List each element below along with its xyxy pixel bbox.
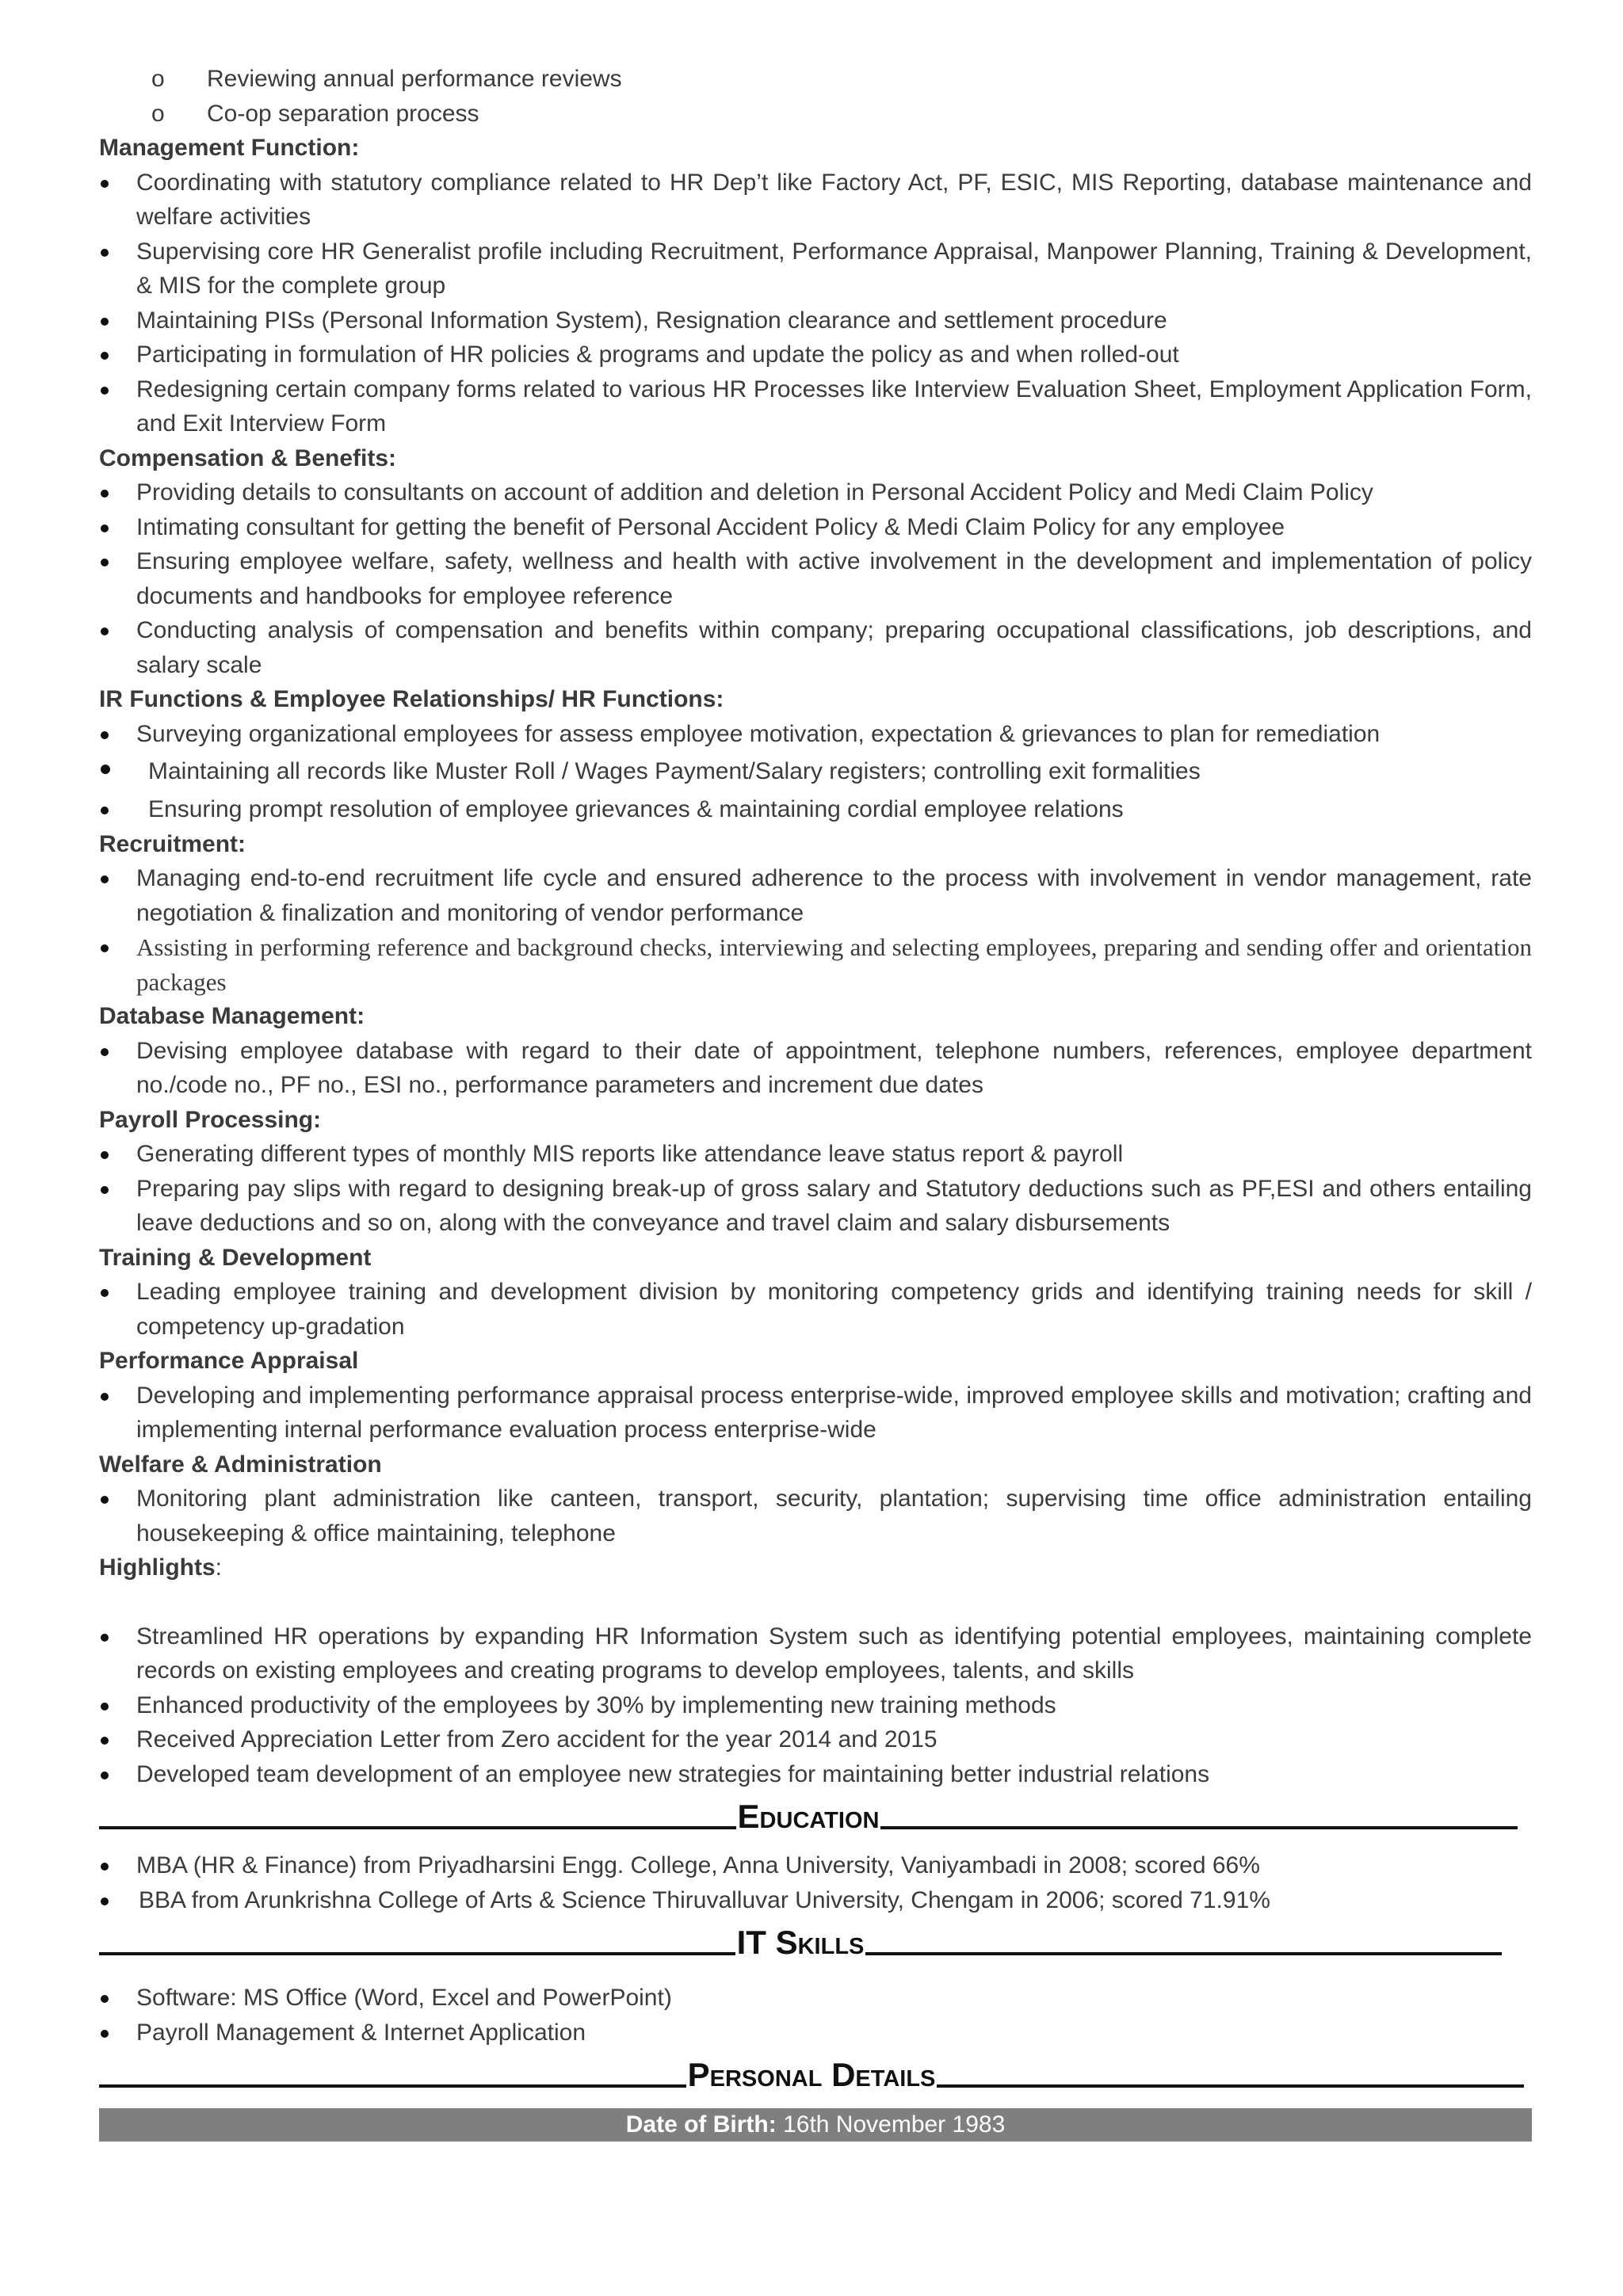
it-skills-list (99, 1981, 1532, 2050)
section-header-education (99, 1798, 1518, 1836)
sub-item-text: Reviewing annual performance reviews (207, 66, 622, 92)
dob-value: 16th November 1983 (776, 2111, 1006, 2138)
list-item: Software: MS Office (Word, Excel and PowerPoint) (99, 1981, 1532, 2016)
list-item: Devising employee database with regard to their date of appointment, telephone numbers, references, employee department no./code no., PF no., ESI no., performance parameters and increment due dates (99, 1034, 1532, 1103)
divider (880, 1818, 1518, 1829)
divider (99, 1818, 736, 1829)
list-item: Participating in formulation of HR policies & programs and update the policy as and when rolled-out (99, 338, 1532, 372)
date-of-birth-bar (99, 2108, 1532, 2142)
recruitment-list (99, 861, 1532, 999)
training-list (99, 1275, 1532, 1344)
list-item: Preparing pay slips with regard to designing break-up of gross salary and Statutory deductions such as PF,ESI and others entailing leave deductions and so on, along with the conveyance and travel claim and salary disbursements (99, 1172, 1532, 1241)
welfare-list (99, 1482, 1532, 1550)
section-heading-management: Management Function: (99, 135, 360, 161)
divider (937, 2077, 1524, 2088)
circle-bullet-icon: o (151, 100, 165, 127)
payroll-list (99, 1137, 1532, 1241)
list-item: Developing and implementing performance appraisal process enterprise-wide, improved employee skills and motivation; crafting and implementing internal performance evaluation process enterprise-wide (99, 1379, 1532, 1447)
sub-item (151, 62, 1532, 97)
list-item: Enhanced productivity of the employees by 30% by implementing new training methods (99, 1688, 1532, 1723)
section-heading-recruitment: Recruitment: (99, 830, 246, 857)
education-list (99, 1848, 1532, 1917)
section-heading-training: Training & Development (99, 1244, 372, 1271)
spacer (99, 1585, 1532, 1619)
list-item: Received Appreciation Letter from Zero accident for the year 2014 and 2015 (99, 1722, 1532, 1757)
sub-item-text: Co-op separation process (207, 100, 479, 127)
list-item: Conducting analysis of compensation and benefits within company; preparing occupational classifications, job descriptions, and salary scale (99, 613, 1532, 682)
section-title-personal-details: Personal Details (687, 2056, 936, 2093)
list-item: Providing details to consultants on account of addition and deletion in Personal Accident Policy and Medi Claim Policy (99, 475, 1532, 510)
dob-label: Date of Birth: (625, 2111, 777, 2138)
list-item: Leading employee training and development division by monitoring competency grids and identifying training needs for skill / competency up-gradation (99, 1275, 1532, 1344)
list-item: Generating different types of monthly MIS reports like attendance leave status report & payroll (99, 1137, 1532, 1172)
section-heading-database: Database Management: (99, 1003, 365, 1029)
section-heading-appraisal: Performance Appraisal (99, 1348, 359, 1374)
section-heading-highlights: Highlights: (99, 1554, 222, 1581)
circle-bullet-icon: o (151, 66, 165, 92)
list-item: Maintaining PISs (Personal Information System), Resignation clearance and settlement procedure (99, 303, 1532, 338)
list-item: Redesigning certain company forms related to various HR Processes like Interview Evaluation Sheet, Employment Application Form, and Exit Interview Form (99, 372, 1532, 441)
list-item: Managing end-to-end recruitment life cycle and ensured adherence to the process with involvement in vendor management, rate negotiation & finalization and monitoring of vendor performance (99, 861, 1532, 930)
list-item: Supervising core HR Generalist profile including Recruitment, Performance Appraisal, Manpower Planning, Training & Development, & MIS for the complete group (99, 235, 1532, 303)
divider (99, 2077, 686, 2088)
management-list (99, 166, 1532, 441)
resume-content (99, 62, 1532, 2142)
ir-functions-list (99, 717, 1532, 827)
list-item: Ensuring prompt resolution of employee grievances & maintaining cordial employee relations (99, 792, 1532, 827)
section-heading-compensation: Compensation & Benefits: (99, 444, 397, 471)
list-item: BBA from Arunkrishna College of Arts & Science Thiruvalluvar University, Chengam in 2006; scored 71.91% (99, 1883, 1532, 1918)
list-item: Ensuring employee welfare, safety, wellness and health with active involvement in the development and implementation of policy documents and handbooks for employee reference (99, 544, 1532, 613)
section-title-it-skills: IT Skills (736, 1924, 865, 1961)
appraisal-list (99, 1379, 1532, 1447)
section-heading-payroll: Payroll Processing: (99, 1106, 322, 1133)
list-item: Coordinating with statutory compliance related to HR Dep’t like Factory Act, PF, ESIC, MIS Reporting, database maintenance and welfare activities (99, 166, 1532, 235)
list-item: MBA (HR & Finance) from Priyadharsini Engg. College, Anna University, Vaniyambadi in 2008; scored 66% (99, 1848, 1532, 1883)
list-item: Monitoring plant administration like canteen, transport, security, plantation; supervising time office administration entailing housekeeping & office maintaining, telephone (99, 1482, 1532, 1550)
divider (99, 1944, 735, 1955)
compensation-list (99, 475, 1532, 682)
list-item: Assisting in performing reference and background checks, interviewing and selecting employees, preparing and sending offer and orientation packages (99, 930, 1532, 999)
list-item: Intimating consultant for getting the benefit of Personal Accident Policy & Medi Claim Policy for any employee (99, 510, 1532, 545)
section-header-it-skills (99, 1924, 1502, 1962)
database-list (99, 1034, 1532, 1103)
list-item: Surveying organizational employees for assess employee motivation, expectation & grievances to plan for remediation (99, 717, 1532, 752)
list-item: Payroll Management & Internet Application (99, 2016, 1532, 2050)
list-item: Maintaining all records like Muster Roll / Wages Payment/Salary registers; controlling exit formalities (99, 751, 1532, 792)
list-item: Streamlined HR operations by expanding HR Information System such as identifying potential employees, maintaining complete records on existing employees and creating programs to develop employees, talents, and skills (99, 1619, 1532, 1688)
sub-item (151, 97, 1532, 132)
list-item: Developed team development of an employee new strategies for maintaining better industrial relations (99, 1757, 1532, 1792)
section-heading-ir-functions: IR Functions & Employee Relationships/ HR Functions: (99, 686, 724, 712)
section-header-personal-details (99, 2056, 1524, 2094)
section-heading-welfare: Welfare & Administration (99, 1451, 382, 1478)
divider (865, 1944, 1502, 1955)
highlights-list (99, 1619, 1532, 1792)
section-title-education: Education (737, 1798, 880, 1835)
